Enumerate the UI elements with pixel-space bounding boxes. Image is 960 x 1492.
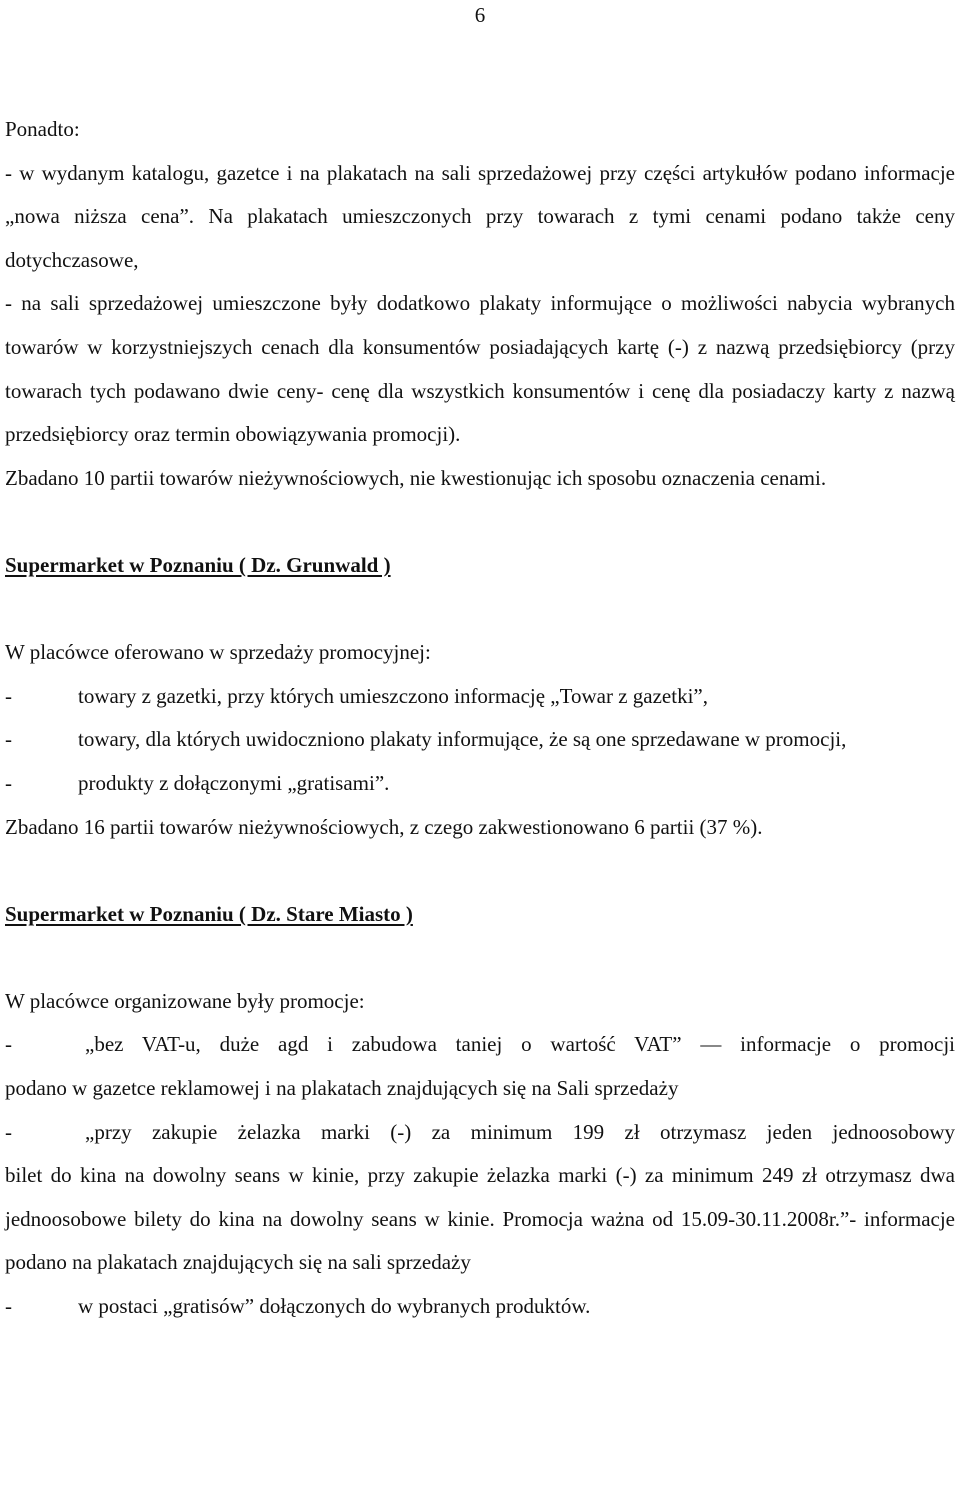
list-dash: -	[5, 727, 12, 752]
section-lead-stare-miasto: W placówce organizowane były promocje:	[5, 988, 365, 1013]
list-item	[5, 675, 955, 719]
page-number: 6	[474, 3, 486, 27]
list-item	[5, 762, 955, 806]
section-lead-grunwald: W placówce oferowano w sprzedaży promocyjnej:	[5, 640, 431, 665]
spacer	[5, 936, 955, 980]
spacer	[5, 500, 955, 544]
list-dash: -	[5, 683, 12, 708]
intro-heading: Ponadto:	[5, 117, 80, 141]
section-summary-grunwald: Zbadano 16 partii towarów nieżywnościowych, z czego zakwestionowano 6 partii (37 %).	[5, 814, 763, 839]
list-dash: -	[5, 1119, 12, 1144]
spacer	[5, 849, 955, 893]
list-item	[5, 1111, 955, 1155]
list-item	[5, 1023, 955, 1067]
list-item-text: towary z gazetki, przy których umieszczono informację „Towar z gazetki”,	[78, 683, 708, 708]
list-item-continuation: podano w gazetce reklamowej i na plakatach znajdujących się na Sali sprzedaży	[5, 1076, 679, 1101]
spacer	[5, 588, 955, 632]
list-item	[5, 1285, 955, 1329]
intro-paragraph-3: Zbadano 10 partii towarów nieżywnościowych, nie kwestionując ich sposobu oznaczenia cenami.	[5, 465, 827, 490]
document-body	[5, 108, 955, 1329]
section-heading-stare-miasto: Supermarket w Poznaniu ( Dz. Stare Miasto )	[5, 901, 413, 926]
list-item-text-first-line: „przy zakupie żelazka marki (-) za minimum 199 zł otrzymasz jeden jednoosobowy	[85, 1119, 955, 1144]
list-item-continuation: bilet do kina na dowolny seans w kinie, przy zakupie żelazka marki (-) za minimum 249 zł otrzymasz dwa jednoosobowe bilety do kina na dowolny seans w kinie. Promocja ważna od 15.09-30.11.2008r.”- informacje podano na plakatach znajdujących się na sali sprzedaży	[5, 1163, 955, 1275]
list-item-text: produkty z dołączonymi „gratisami”.	[78, 770, 390, 795]
section-heading-grunwald: Supermarket w Poznaniu ( Dz. Grunwald )	[5, 552, 391, 577]
list-item-text-first-line: „bez VAT-u, duże agd i zabudowa taniej o wartość VAT” — informacje o promocji	[85, 1032, 955, 1057]
intro-paragraph-1: - w wydanym katalogu, gazetce i na plakatach na sali sprzedażowej przy części artykułów podano informacje „nowa niższa cena”. Na plakatach umieszczonych przy towarach z tymi cenami podano także ceny dotychczasowe,	[5, 160, 955, 272]
list-item-text: w postaci „gratisów” dołączonych do wybranych produktów.	[78, 1294, 591, 1319]
list-dash: -	[5, 1032, 12, 1057]
list-dash: -	[5, 1294, 12, 1319]
list-item	[5, 718, 955, 762]
list-item-text: towary, dla których uwidoczniono plakaty informujące, że są one sprzedawane w promocji,	[78, 727, 847, 752]
list-dash: -	[5, 770, 12, 795]
intro-paragraph-2: - na sali sprzedażowej umieszczone były dodatkowo plakaty informujące o możliwości nabycia wybranych towarów w korzystniejszych cenach dla konsumentów posiadających kartę (-) z nazwą przedsiębiorcy (przy towarach tych podawano dwie ceny- cenę dla wszystkich konsumentów i cenę dla posiadaczy karty z nazwą przedsiębiorcy oraz termin obowiązywania promocji).	[5, 291, 955, 447]
